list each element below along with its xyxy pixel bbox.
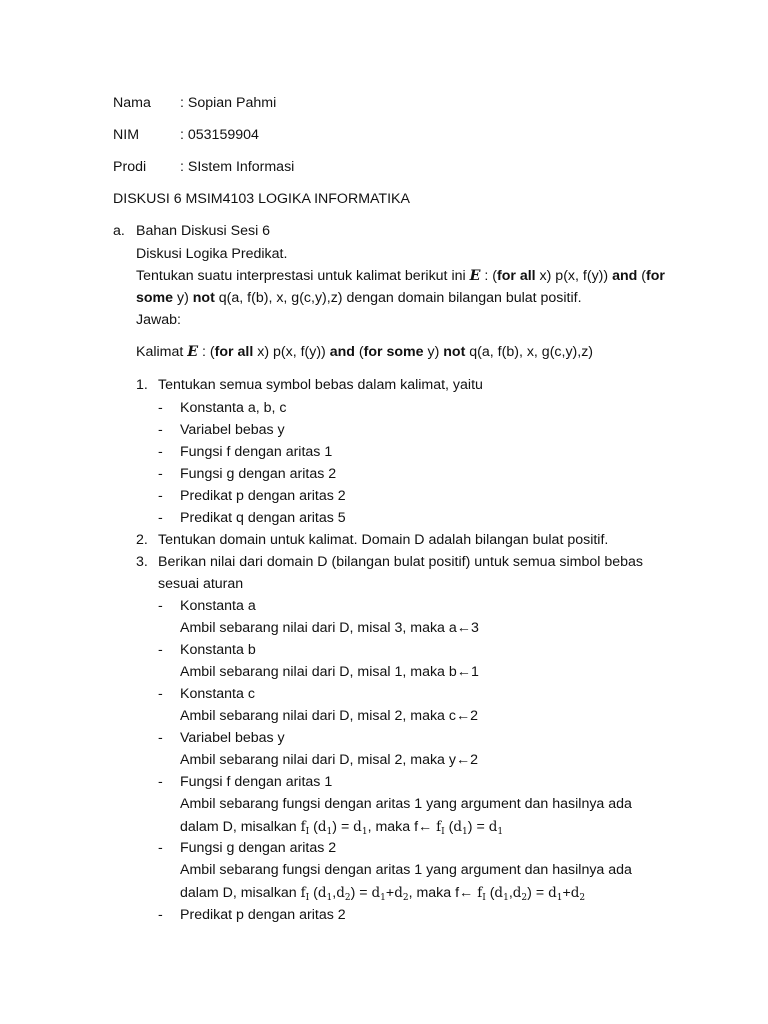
bullet-fungsi-g: Fungsi g dengan aritas 2 [180, 466, 337, 482]
bullet-fungsi-f: Fungsi f dengan aritas 1 [180, 444, 333, 460]
bullet-dash: - [158, 400, 163, 416]
bullet-variabel: Variabel bebas y [180, 422, 285, 438]
question-line-1: Tentukan suatu interprestasi untuk kalimat berikut ini E : (for all x) p(x, f(y)) and (for [136, 268, 665, 284]
konstanta-c-value: Ambil sebarang nilai dari D, misal 2, maka c←2 [180, 708, 479, 724]
predikat-p-heading: Predikat p dengan aritas 2 [180, 907, 346, 923]
section-a-marker: a. [113, 223, 125, 239]
bullet-dash: - [158, 840, 163, 856]
konstanta-a-value: Ambil sebarang nilai dari D, misal 3, maka a←3 [180, 620, 479, 636]
bullet-predikat-q: Predikat q dengan aritas 5 [180, 510, 346, 526]
konstanta-a-heading: Konstanta a [180, 598, 256, 614]
variabel-y-value: Ambil sebarang nilai dari D, misal 2, maka y←2 [180, 752, 479, 768]
jawab-label: Jawab: [136, 312, 181, 328]
fungsi-g-line-1: Ambil sebarang fungsi dengan aritas 1 yang argument dan hasilnya ada [180, 862, 632, 878]
section-a-subtitle: Diskusi Logika Predikat. [136, 246, 288, 262]
fungsi-g-line-2: dalam D, misalkan $f_I$ $(d_1,d_2) = d_1+d_2$, maka f← $f_I$ $(d_1,d_2) = d_1+d_2$ [180, 885, 586, 903]
item-2-text: Tentukan domain untuk kalimat. Domain D adalah bilangan bulat positif. [158, 532, 609, 548]
bullet-dash: - [158, 598, 163, 614]
item-3-text-line-2: sesuai aturan [158, 576, 244, 592]
fungsi-f-heading: Fungsi f dengan aritas 1 [180, 774, 333, 790]
konstanta-b-value: Ambil sebarang nilai dari D, misal 1, maka b←1 [180, 664, 479, 680]
script-e-symbol: E [469, 268, 481, 284]
script-e-symbol: E [187, 344, 199, 360]
variabel-y-heading: Variabel bebas y [180, 730, 285, 746]
bullet-dash: - [158, 444, 163, 460]
prodi-label: Prodi [113, 159, 147, 175]
item-1-text: Tentukan semua symbol bebas dalam kalimat, yaitu [158, 377, 483, 393]
bullet-dash: - [158, 730, 163, 746]
kalimat-line: Kalimat E : (for all x) p(x, f(y)) and (for some y) not q(a, f(b), x, g(c,y),z) [136, 344, 594, 360]
prodi-value: : SIstem Informasi [180, 159, 295, 175]
konstanta-c-heading: Konstanta c [180, 686, 255, 702]
nama-label: Nama [113, 95, 151, 111]
fungsi-f-line-2: dalam D, misalkan $f_I$ $(d_1) = d_1$, maka f← $f_I$ $(d_1) = d_1$ [180, 819, 504, 837]
item-2-number: 2. [136, 532, 148, 548]
bullet-dash: - [158, 488, 163, 504]
bullet-dash: - [158, 510, 163, 526]
item-3-number: 3. [136, 554, 148, 570]
bullet-dash: - [158, 907, 163, 923]
question-line-2: some y) not q(a, f(b), x, g(c,y),z) dengan domain bilangan bulat positif. [136, 290, 582, 306]
bullet-dash: - [158, 642, 163, 658]
item-1-number: 1. [136, 377, 148, 393]
nama-value: : Sopian Pahmi [180, 95, 277, 111]
fungsi-f-line-1: Ambil sebarang fungsi dengan aritas 1 yang argument dan hasilnya ada [180, 796, 632, 812]
bullet-dash: - [158, 422, 163, 438]
bullet-dash: - [158, 686, 163, 702]
bullet-dash: - [158, 774, 163, 790]
fungsi-g-heading: Fungsi g dengan aritas 2 [180, 840, 337, 856]
page-heading: DISKUSI 6 MSIM4103 LOGIKA INFORMATIKA [113, 191, 410, 207]
nim-label: NIM [113, 127, 140, 143]
section-a-title: Bahan Diskusi Sesi 6 [136, 223, 271, 239]
nim-value: : 053159904 [180, 127, 259, 143]
bullet-dash: - [158, 466, 163, 482]
bullet-predikat-p: Predikat p dengan aritas 2 [180, 488, 346, 504]
item-3-text-line-1: Berikan nilai dari domain D (bilangan bulat positif) untuk semua simbol bebas [158, 554, 644, 570]
konstanta-b-heading: Konstanta b [180, 642, 256, 658]
bullet-konstanta: Konstanta a, b, c [180, 400, 287, 416]
